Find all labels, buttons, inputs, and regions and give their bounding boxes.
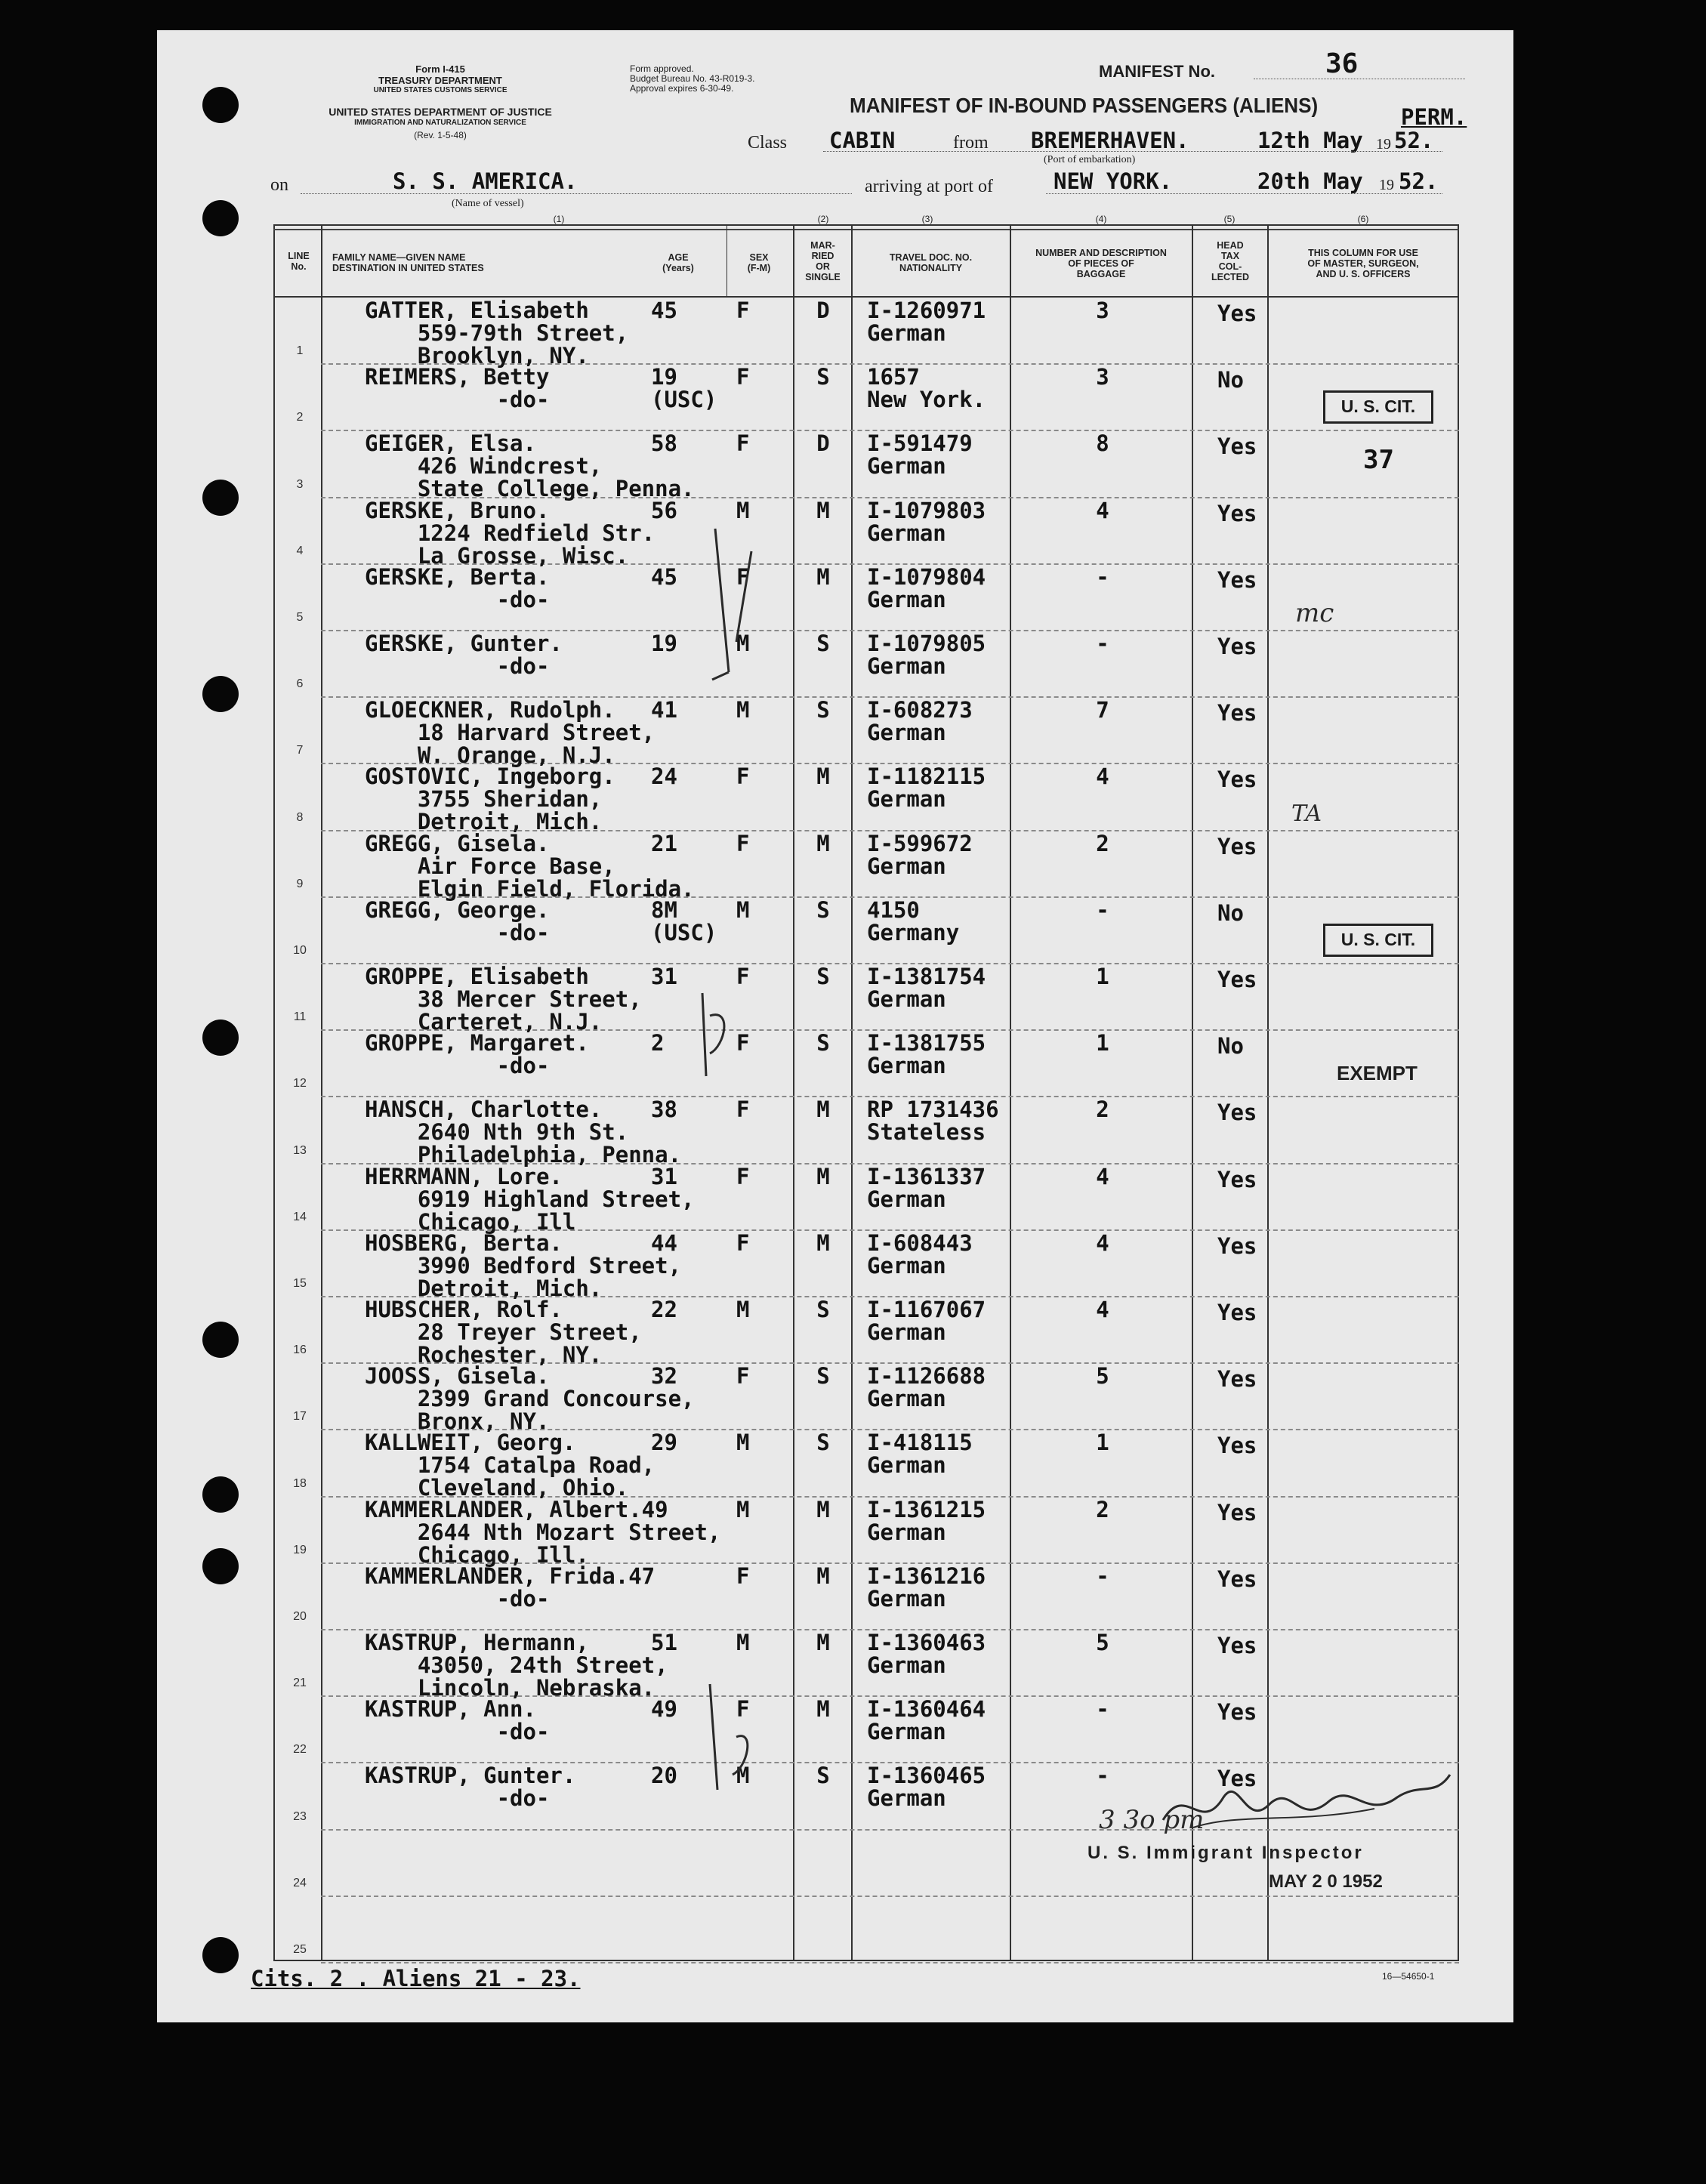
passenger-sex: F <box>736 1696 750 1723</box>
approval-line: Budget Bureau No. 43-R019-3. <box>630 73 755 84</box>
check-mark-bracket <box>687 986 748 1091</box>
passenger-age: 31 <box>651 964 677 989</box>
passenger-age: 45 <box>651 298 677 323</box>
us-citizen-stamp: U. S. CIT. <box>1323 390 1433 424</box>
passenger-age: 21 <box>651 830 677 856</box>
marital-status: M <box>816 830 830 856</box>
passenger-sex: M <box>736 1297 750 1322</box>
line-number: 21 <box>293 1677 307 1690</box>
passenger-name: KAMMERLANDER, Frida.47 -do- <box>365 1562 656 1612</box>
marital-status: M <box>816 1696 830 1723</box>
form-number: Form I-415 <box>415 63 465 75</box>
travel-document: I-1079804 German <box>867 563 986 612</box>
marital-status: M <box>816 1097 830 1123</box>
head-tax: Yes <box>1217 1699 1257 1726</box>
passenger-age: 22 <box>651 1297 677 1322</box>
passenger-age: 8M (USC) <box>651 896 717 945</box>
baggage-count: 5 <box>1096 1363 1109 1390</box>
passenger-sex: F <box>736 430 750 457</box>
passenger-name: KASTRUP, Hermann, 43050, 24th Street, Lincoln, Nebraska. <box>365 1630 668 1701</box>
travel-document: I-1381754 German <box>867 964 986 1012</box>
passenger-name: REIMERS, Betty -do- <box>365 364 550 413</box>
marital-status: S <box>816 1030 830 1057</box>
line-number: 16 <box>293 1343 307 1357</box>
marital-status: D <box>816 298 830 323</box>
arrival-date: 20th May <box>1257 168 1363 194</box>
baggage-count: 2 <box>1096 830 1109 856</box>
arriving-label: arriving at port of <box>865 177 993 196</box>
line-number: 24 <box>293 1876 307 1889</box>
head-tax: Yes <box>1217 700 1257 726</box>
travel-document: RP 1731436 Stateless <box>867 1097 999 1146</box>
line-number: 17 <box>293 1410 307 1424</box>
port-caption: (Port of embarkation) <box>1044 154 1136 165</box>
manifest-number: 36 <box>1325 48 1359 79</box>
baggage-count: - <box>1096 1696 1109 1723</box>
baggage-count: 1 <box>1096 964 1109 989</box>
line-number: 7 <box>296 744 304 757</box>
head-tax: Yes <box>1217 767 1257 793</box>
manifest-label: MANIFEST No. <box>1099 62 1215 81</box>
travel-document: 1657 New York. <box>867 364 986 413</box>
passenger-sex: M <box>736 1430 750 1456</box>
marital-status: M <box>816 563 830 590</box>
marital-status: S <box>816 631 830 656</box>
travel-document: I-599672 German <box>867 830 973 879</box>
head-tax: No <box>1217 1033 1244 1060</box>
head-tax: Yes <box>1217 833 1257 859</box>
marital-status: M <box>816 1163 830 1189</box>
passenger-age: 29 <box>651 1430 677 1456</box>
passenger-sex: F <box>736 830 750 856</box>
passenger-sex: F <box>736 563 750 590</box>
row-divider <box>321 1896 1459 1897</box>
line-number: 23 <box>293 1809 307 1823</box>
approval-line: Approval expires 6-30-49. <box>630 83 734 94</box>
travel-document: I-608443 German <box>867 1229 973 1279</box>
class-rule <box>823 151 1442 152</box>
passenger-sex: F <box>736 1363 750 1390</box>
travel-document: I-1361337 German <box>867 1163 986 1212</box>
travel-document: I-1167067 German <box>867 1297 986 1345</box>
baggage-count: 2 <box>1096 1097 1109 1123</box>
passenger-name: GOSTOVIC, Ingeborg. 3755 Sheridan, Detroit, Mich. <box>365 763 615 835</box>
travel-document: I-1079805 German <box>867 631 986 679</box>
passenger-name: HUBSCHER, Rolf. 28 Treyer Street, Rochester, NY. <box>365 1297 642 1368</box>
ins-line: IMMIGRATION AND NATURALIZATION SERVICE <box>354 119 526 127</box>
handwritten-time: 3 3o pm <box>1099 1805 1205 1835</box>
passenger-sex: F <box>736 763 750 790</box>
passenger-sex: M <box>736 697 750 723</box>
line-number: 20 <box>293 1610 307 1623</box>
head-tax: Yes <box>1217 500 1257 526</box>
line-number: 2 <box>296 411 304 424</box>
port-of-embarkation: BREMERHAVEN. <box>1031 128 1189 153</box>
officer-remark: 37 <box>1363 445 1394 476</box>
line-number: 22 <box>293 1743 307 1757</box>
travel-document: I-591479 German <box>867 430 973 480</box>
approval-line: Form approved. <box>630 63 694 74</box>
head-tax: Yes <box>1217 1566 1257 1592</box>
baggage-count: 3 <box>1096 298 1109 323</box>
baggage-count: 4 <box>1096 1229 1109 1256</box>
column-number: (5) <box>1223 214 1236 224</box>
vessel-rule <box>301 193 852 194</box>
passenger-name: GEIGER, Elsa. 426 Windcrest, State College, Penna. <box>365 430 695 502</box>
passenger-age: 2 <box>651 1030 665 1057</box>
binder-hole <box>202 200 239 236</box>
header-travel-doc: TRAVEL DOC. NO. NATIONALITY <box>889 252 973 273</box>
travel-document: I-1360464 German <box>867 1696 986 1745</box>
head-tax: Yes <box>1217 301 1257 326</box>
head-tax: Yes <box>1217 1300 1257 1325</box>
marital-status: M <box>816 1496 830 1522</box>
line-number: 4 <box>296 544 304 557</box>
baggage-count: - <box>1096 1562 1109 1589</box>
passenger-age: 19 (USC) <box>651 364 717 413</box>
passenger-age: 24 <box>651 763 677 790</box>
binder-hole <box>202 1322 239 1358</box>
check-mark-bracket <box>706 521 767 687</box>
baggage-count: - <box>1096 1763 1109 1789</box>
baggage-count: 4 <box>1096 763 1109 790</box>
line-number: 8 <box>296 810 304 824</box>
vessel-caption: (Name of vessel) <box>452 198 524 209</box>
passenger-sex: F <box>736 964 750 989</box>
column-number: (6) <box>1357 214 1369 224</box>
column-number: (1) <box>553 214 565 224</box>
baggage-count: 4 <box>1096 1297 1109 1322</box>
head-tax: Yes <box>1217 1766 1257 1792</box>
marital-status: D <box>816 430 830 457</box>
passenger-age: 49 <box>651 1696 677 1723</box>
marital-status: M <box>816 1562 830 1589</box>
departure-year-prefix: 19 <box>1376 136 1391 153</box>
class-label: Class <box>748 133 788 153</box>
head-tax: Yes <box>1217 1499 1257 1525</box>
travel-document: I-1361216 German <box>867 1562 986 1612</box>
head-tax: Yes <box>1217 634 1257 659</box>
head-tax: Yes <box>1217 1232 1257 1259</box>
travel-document: I-418115 German <box>867 1430 973 1479</box>
travel-document: I-1182115 German <box>867 763 986 813</box>
binder-hole <box>202 676 239 712</box>
line-number: 25 <box>293 1943 307 1956</box>
vessel-name: S. S. AMERICA. <box>393 168 578 194</box>
passenger-age: 31 <box>651 1163 677 1189</box>
baggage-count: 4 <box>1096 497 1109 523</box>
inspector-date-stamp: MAY 2 0 1952 <box>1269 1871 1383 1892</box>
passenger-age: 51 <box>651 1630 677 1655</box>
head-tax: Yes <box>1217 566 1257 593</box>
head-tax: Yes <box>1217 433 1257 460</box>
baggage-count: 4 <box>1096 1163 1109 1189</box>
passenger-sex: M <box>736 1763 750 1789</box>
line-number: 13 <box>293 1143 307 1157</box>
head-tax: Yes <box>1217 967 1257 992</box>
arrival-year-prefix: 19 <box>1379 177 1394 193</box>
header-line-no: LINE No. <box>288 251 310 272</box>
column-divider <box>1192 224 1193 1961</box>
marital-status: M <box>816 497 830 523</box>
passenger-name: JOOSS, Gisela. 2399 Grand Concourse, Bronx, NY. <box>365 1363 695 1435</box>
passenger-name: HERRMANN, Lore. 6919 Highland Street, Chicago, Ill <box>365 1163 695 1235</box>
arrival-rule <box>1046 193 1442 194</box>
line-number: 6 <box>296 677 304 691</box>
line-number: 10 <box>293 944 307 957</box>
handwritten-initials: mc <box>1295 598 1334 628</box>
line-number: 18 <box>293 1476 307 1490</box>
travel-document: 4150 Germany <box>867 896 960 945</box>
passenger-name: GERSKE, Berta. -do- <box>365 563 550 612</box>
head-tax: No <box>1217 367 1244 393</box>
passenger-name: GATTER, Elisabeth 559-79th Street, Brooklyn, NY. <box>365 298 629 369</box>
marital-status: M <box>816 763 830 790</box>
marital-status: M <box>816 1229 830 1256</box>
travel-document: I-1079803 German <box>867 497 986 546</box>
passenger-name: KASTRUP, Gunter. -do- <box>365 1763 576 1812</box>
travel-document: I-1260971 German <box>867 298 986 346</box>
baggage-count: 8 <box>1096 430 1109 457</box>
departure-year: 52. <box>1394 128 1434 153</box>
head-tax: Yes <box>1217 1366 1257 1393</box>
baggage-count: 5 <box>1096 1630 1109 1655</box>
treasury-dept: TREASURY DEPARTMENT <box>378 75 502 86</box>
justice-dept: UNITED STATES DEPARTMENT OF JUSTICE <box>329 106 552 118</box>
baggage-count: 3 <box>1096 364 1109 390</box>
from-label: from <box>953 133 989 153</box>
binder-hole <box>202 1476 239 1513</box>
line-number: 3 <box>296 477 304 491</box>
binder-hole <box>202 1548 239 1584</box>
arrival-year: 52. <box>1399 168 1439 194</box>
passenger-name: GERSKE, Bruno. 1224 Redfield Str. La Grosse, Wisc. <box>365 497 656 569</box>
baggage-count: 1 <box>1096 1430 1109 1456</box>
exempt-stamp: EXEMPT <box>1337 1062 1418 1085</box>
passenger-name: KALLWEIT, Georg. 1754 Catalpa Road, Cleveland, Ohio. <box>365 1430 656 1501</box>
line-number: 14 <box>293 1210 307 1223</box>
passenger-sex: F <box>736 1097 750 1123</box>
baggage-count: 7 <box>1096 697 1109 723</box>
travel-document: I-1360463 German <box>867 1630 986 1678</box>
column-divider <box>1267 224 1269 1961</box>
inspector-signature <box>1148 1767 1465 1850</box>
passenger-sex: M <box>736 896 750 923</box>
marital-status: S <box>816 1363 830 1390</box>
baggage-count: - <box>1096 563 1109 590</box>
arrival-port: NEW YORK. <box>1054 168 1173 194</box>
marital-status: S <box>816 1430 830 1456</box>
head-tax: No <box>1217 899 1244 926</box>
passenger-sex: F <box>736 298 750 323</box>
manifest-title: MANIFEST OF IN-BOUND PASSENGERS (ALIENS) <box>850 94 1319 117</box>
customs-service: UNITED STATES CUSTOMS SERVICE <box>373 86 507 94</box>
head-tax: Yes <box>1217 1633 1257 1658</box>
class-value: CABIN <box>829 128 896 153</box>
perm-stamp: PERM. <box>1401 104 1467 130</box>
header-sex: SEX (F-M) <box>747 252 771 273</box>
column-number: (2) <box>817 214 829 224</box>
baggage-count: 2 <box>1096 1496 1109 1522</box>
departure-date: 12th May <box>1257 128 1363 153</box>
travel-document: I-1360465 German <box>867 1763 986 1812</box>
passenger-age: 58 <box>651 430 677 457</box>
column-number: (3) <box>921 214 933 224</box>
passenger-sex: F <box>736 1229 750 1256</box>
marital-status: S <box>816 697 830 723</box>
marital-status: S <box>816 1297 830 1322</box>
baggage-count: - <box>1096 631 1109 656</box>
footer-summary: Cits. 2 . Aliens 21 - 23. <box>251 1966 581 1991</box>
header-age: AGE (Years) <box>662 252 694 273</box>
handwritten-initials: TA <box>1291 800 1322 827</box>
header-name: FAMILY NAME—GIVEN NAME DESTINATION IN UNITED STATES <box>332 252 484 273</box>
column-number: (4) <box>1095 214 1107 224</box>
line-number: 15 <box>293 1277 307 1290</box>
line-number: 12 <box>293 1077 307 1090</box>
passenger-name: HANSCH, Charlotte. 2640 Nth 9th St. Philadelphia, Penna. <box>365 1097 682 1168</box>
passenger-name: GLOECKNER, Rudolph. 18 Harvard Street, W. Orange, N.J. <box>365 697 656 769</box>
table-top-rule <box>273 229 1459 230</box>
passenger-name: HOSBERG, Berta. 3990 Bedford Street, Detroit, Mich. <box>365 1229 682 1301</box>
binder-hole <box>202 87 239 123</box>
header-head-tax: HEAD TAX COL- LECTED <box>1211 240 1249 282</box>
travel-document: I-608273 German <box>867 697 973 746</box>
line-number: 9 <box>296 877 304 890</box>
baggage-count: - <box>1096 896 1109 923</box>
head-tax: Yes <box>1217 1433 1257 1459</box>
row-divider <box>321 1962 1459 1963</box>
passenger-name: GERSKE, Gunter. -do- <box>365 631 563 679</box>
passenger-age: 32 <box>651 1363 677 1390</box>
passenger-age: 41 <box>651 697 677 723</box>
line-number: 19 <box>293 1543 307 1556</box>
passenger-name: GROPPE, Elisabeth 38 Mercer Street, Carteret, N.J. <box>365 964 642 1035</box>
column-divider <box>851 224 853 1961</box>
binder-hole <box>202 480 239 516</box>
marital-status: S <box>816 364 830 390</box>
head-tax: Yes <box>1217 1100 1257 1126</box>
column-divider <box>793 224 794 1961</box>
passenger-name: KASTRUP, Ann. -do- <box>365 1696 550 1745</box>
header-married: MAR- RIED OR SINGLE <box>805 240 841 282</box>
passenger-sex: F <box>736 1030 750 1057</box>
line-number: 5 <box>296 611 304 624</box>
binder-hole <box>202 1937 239 1973</box>
marital-status: S <box>816 964 830 989</box>
inspector-title: U. S. Immigrant Inspector <box>1087 1843 1364 1863</box>
passenger-sex: F <box>736 1562 750 1589</box>
travel-document: I-1361215 German <box>867 1496 986 1545</box>
passenger-age: 56 <box>651 497 677 523</box>
line-number: 1 <box>296 344 304 358</box>
passenger-sex: M <box>736 631 750 656</box>
travel-document: I-1126688 German <box>867 1363 986 1412</box>
column-divider <box>321 224 322 1961</box>
check-mark-bracket <box>695 1677 755 1812</box>
baggage-count: 1 <box>1096 1030 1109 1057</box>
passenger-name: GREGG, George. -do- <box>365 896 550 945</box>
travel-document: I-1381755 German <box>867 1030 986 1079</box>
header-baggage: NUMBER AND DESCRIPTION OF PIECES OF BAGGAGE <box>1035 248 1167 279</box>
passenger-age: 19 <box>651 631 677 656</box>
passenger-name: KAMMERLANDER, Albert.49 2644 Nth Mozart Street, Chicago, Ill. <box>365 1496 721 1568</box>
binder-hole <box>202 1020 239 1056</box>
passenger-sex: M <box>736 1630 750 1655</box>
passenger-age: 45 <box>651 563 677 590</box>
passenger-sex: M <box>736 497 750 523</box>
passenger-age: 38 <box>651 1097 677 1123</box>
line-number: 11 <box>293 1010 307 1024</box>
head-tax: Yes <box>1217 1166 1257 1192</box>
on-label: on <box>270 175 288 195</box>
us-citizen-stamp: U. S. CIT. <box>1323 924 1433 957</box>
passenger-age: 20 <box>651 1763 677 1789</box>
marital-status: S <box>816 1763 830 1789</box>
passenger-sex: F <box>736 1163 750 1189</box>
passenger-name: GROPPE, Margaret. -do- <box>365 1030 589 1079</box>
passenger-sex: F <box>736 364 750 390</box>
passenger-age: 44 <box>651 1229 677 1256</box>
form-code: 16—54650-1 <box>1382 1971 1435 1982</box>
column-divider <box>1010 224 1011 1961</box>
marital-status: S <box>816 896 830 923</box>
revision: (Rev. 1-5-48) <box>414 130 467 140</box>
header-officers: THIS COLUMN FOR USE OF MASTER, SURGEON, AND U. S. OFFICERS <box>1307 248 1419 279</box>
marital-status: M <box>816 1630 830 1655</box>
passenger-sex: M <box>736 1496 750 1522</box>
passenger-name: GREGG, Gisela. Air Force Base, Elgin Field, Florida. <box>365 830 695 902</box>
